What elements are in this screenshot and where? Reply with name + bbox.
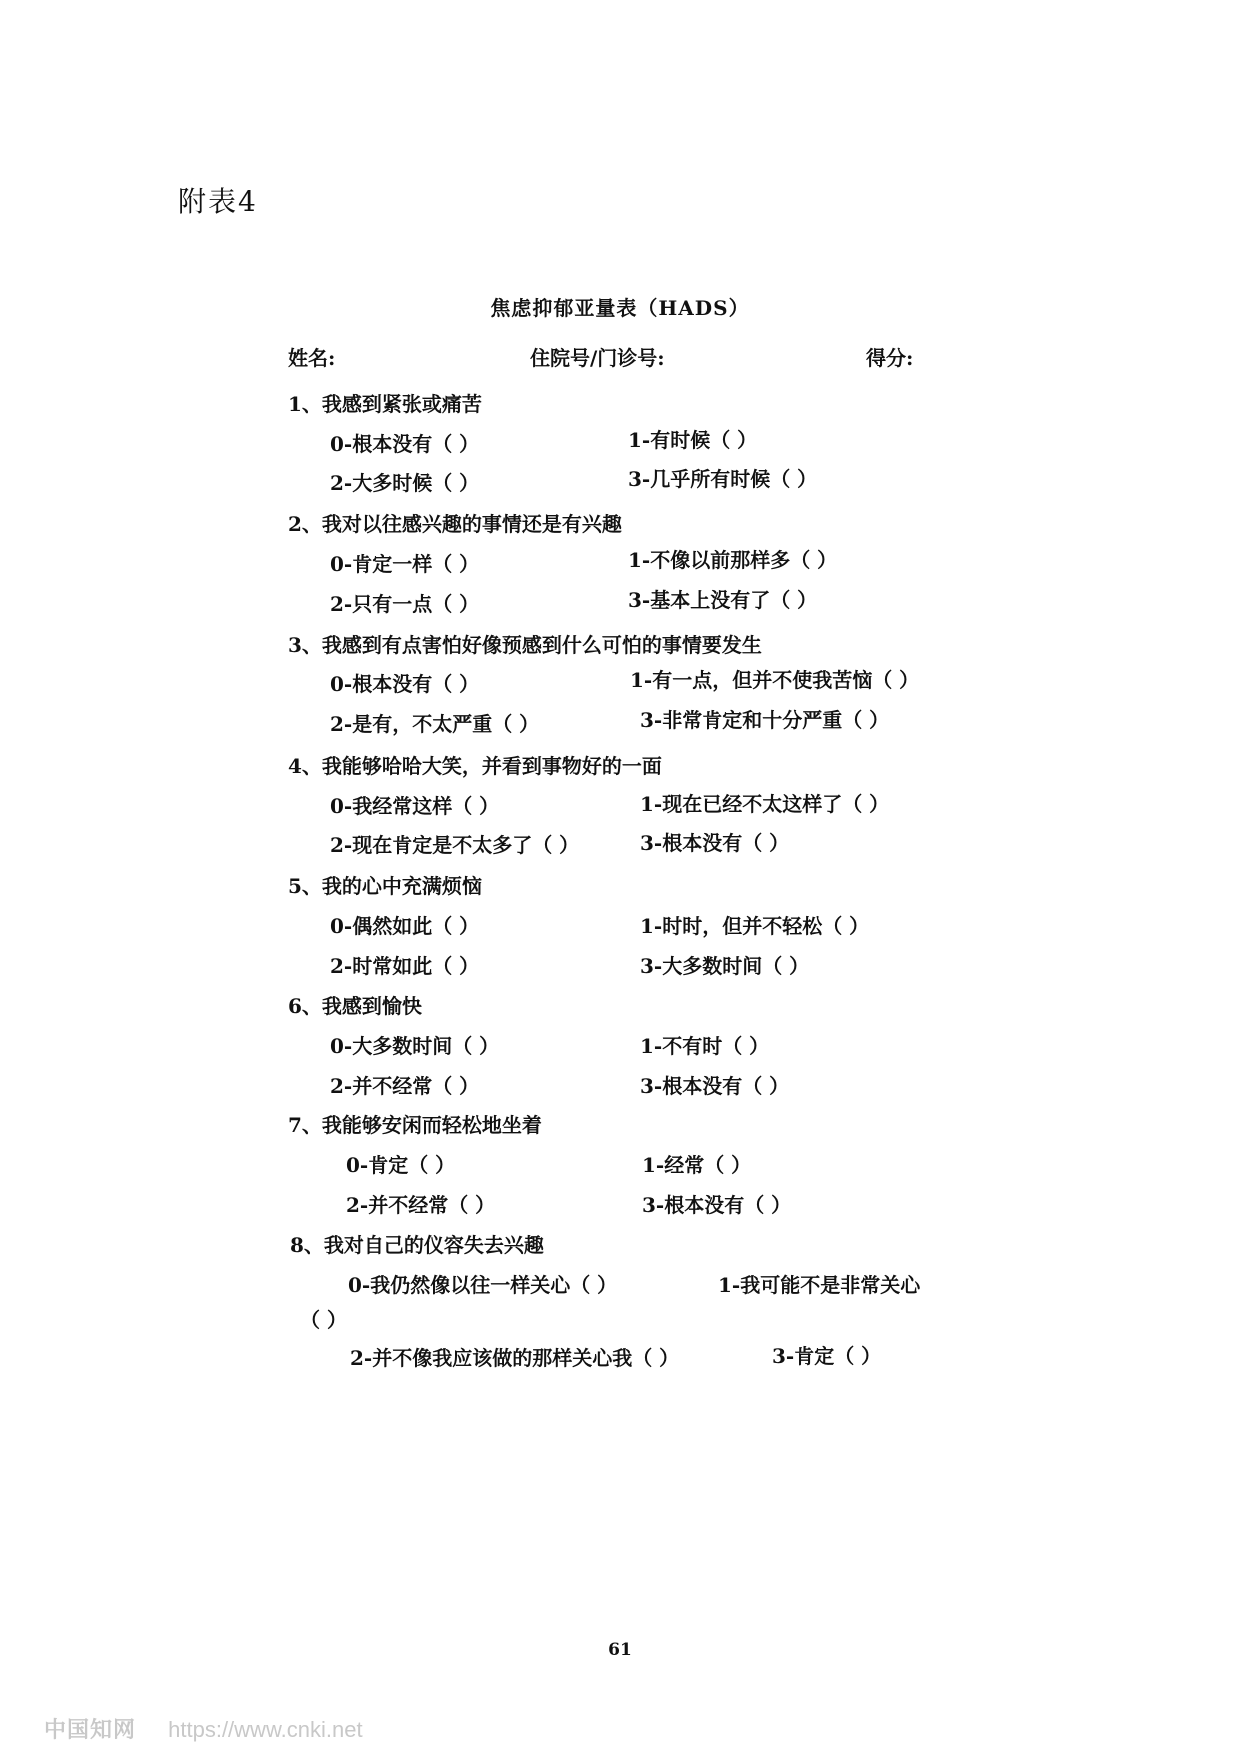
score-field-label: 得分: bbox=[866, 346, 914, 370]
question-2-option-0: 0-肯定一样（ ） bbox=[330, 552, 480, 576]
question-8: 8、我对自己的仪容失去兴趣 bbox=[290, 1233, 544, 1257]
header-fields bbox=[0, 342, 1240, 372]
question-4-option-0: 0-我经常这样（ ） bbox=[330, 794, 500, 818]
question-2-option-2: 2-只有一点（ ） bbox=[330, 592, 480, 616]
question-6-option-2: 2-并不经常（ ） bbox=[330, 1074, 480, 1098]
question-4-option-3: 3-根本没有（ ） bbox=[640, 831, 790, 855]
question-5-option-0: 0-偶然如此（ ） bbox=[330, 914, 480, 938]
question-7-option-0: 0-肯定（ ） bbox=[346, 1153, 456, 1177]
question-3-option-1: 1-有一点，但并不使我苦恼（ ） bbox=[630, 668, 920, 692]
question-8-option-1: 1-我可能不是非常关心 bbox=[718, 1273, 921, 1297]
question-3-option-3: 3-非常肯定和十分严重（ ） bbox=[640, 708, 890, 732]
patient-id-field-label: 住院号/门诊号: bbox=[530, 346, 665, 370]
cnki-url: https://www.cnki.net bbox=[168, 1717, 363, 1742]
question-2: 2、我对以往感兴趣的事情还是有兴趣 bbox=[288, 512, 622, 536]
question-1-option-0: 0-根本没有（ ） bbox=[330, 432, 480, 456]
question-3: 3、我感到有点害怕好像预感到什么可怕的事情要发生 bbox=[288, 633, 762, 657]
question-1-option-2: 2-大多时候（ ） bbox=[330, 471, 480, 495]
question-8-option-2: 2-并不像我应该做的那样关心我（ ） bbox=[350, 1346, 680, 1370]
appendix-label: 附表4 bbox=[178, 185, 258, 218]
page-number: 61 bbox=[608, 1640, 632, 1660]
question-4-option-1: 1-现在已经不太这样了（ ） bbox=[640, 792, 890, 816]
question-6-option-1: 1-不有时（ ） bbox=[640, 1034, 770, 1058]
question-5-option-3: 3-大多数时间（ ） bbox=[640, 954, 810, 978]
question-7: 7、我能够安闲而轻松地坐着 bbox=[288, 1113, 542, 1137]
question-3-option-2: 2-是有，不太严重（ ） bbox=[330, 712, 540, 736]
question-5: 5、我的心中充满烦恼 bbox=[288, 874, 482, 898]
page-title: 焦虑抑郁亚量表（HADS） bbox=[490, 296, 750, 320]
question-5-option-1: 1-时时，但并不轻松（ ） bbox=[640, 914, 870, 938]
question-6-option-3: 3-根本没有（ ） bbox=[640, 1074, 790, 1098]
question-6-option-0: 0-大多数时间（ ） bbox=[330, 1034, 500, 1058]
question-6: 6、我感到愉快 bbox=[288, 994, 422, 1018]
question-8-option-0: 0-我仍然像以往一样关心（ ） bbox=[348, 1273, 618, 1297]
question-1: 1、我感到紧张或痛苦 bbox=[288, 392, 482, 416]
question-8-option-1-paren: （ ） bbox=[300, 1308, 347, 1332]
question-2-option-1: 1-不像以前那样多（ ） bbox=[628, 548, 838, 572]
question-5-option-2: 2-时常如此（ ） bbox=[330, 954, 480, 978]
name-field-label: 姓名: bbox=[288, 346, 336, 370]
question-8-option-3: 3-肯定（ ） bbox=[772, 1344, 882, 1368]
question-7-option-3: 3-根本没有（ ） bbox=[642, 1193, 792, 1217]
question-4-option-2: 2-现在肯定是不太多了（ ） bbox=[330, 833, 580, 857]
cnki-logo-text: 中国知网 bbox=[44, 1717, 137, 1742]
question-3-option-0: 0-根本没有（ ） bbox=[330, 672, 480, 696]
question-4: 4、我能够哈哈大笑，并看到事物好的一面 bbox=[288, 754, 662, 778]
watermark bbox=[44, 1713, 363, 1744]
question-7-option-2: 2-并不经常（ ） bbox=[346, 1193, 496, 1217]
question-1-option-1: 1-有时候（ ） bbox=[628, 428, 758, 452]
question-2-option-3: 3-基本上没有了（ ） bbox=[628, 588, 818, 612]
question-1-option-3: 3-几乎所有时候（ ） bbox=[628, 467, 818, 491]
question-7-option-1: 1-经常（ ） bbox=[642, 1153, 752, 1177]
